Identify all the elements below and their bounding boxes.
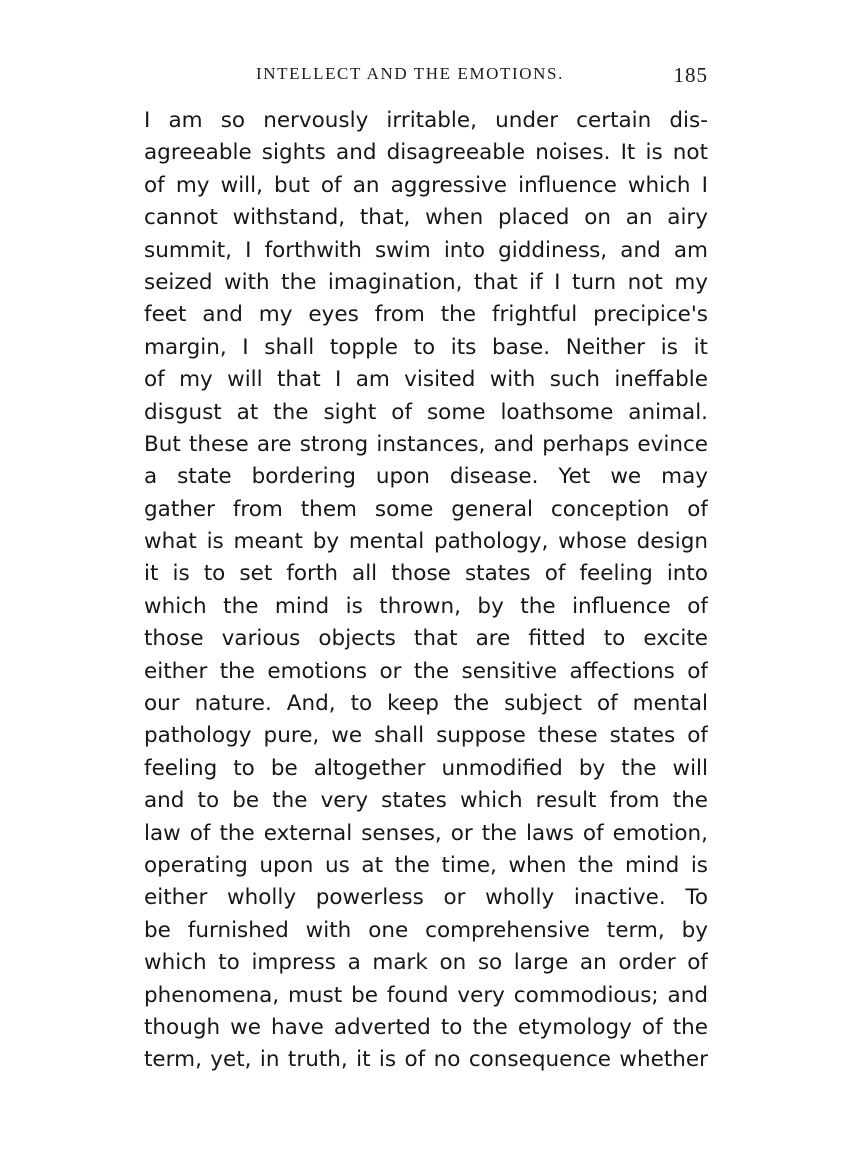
text-line: feet and my eyes from the frightful precipice's (144, 302, 708, 328)
text-line: pathology pure, we shall suppose these states of (144, 723, 708, 749)
text-line: those various objects that are fitted to excite (144, 626, 708, 652)
text-line: cannot withstand, that, when placed on an airy (144, 205, 708, 231)
text-line: either the emotions or the sensitive affections of (144, 658, 708, 684)
text-line: our nature. And, to keep the subject of mental (144, 691, 708, 717)
text-line: seized with the imagination, that if I turn not my (144, 269, 708, 295)
text-line: either wholly powerless or wholly inactive. To (144, 885, 708, 911)
text-line: phenomena, must be found very commodious; and (144, 982, 708, 1008)
text-line: be furnished with one comprehensive term, by (144, 917, 708, 943)
page-number: 185 (673, 63, 708, 87)
text-line: agreeable sights and disagreeable noises. It is not (144, 140, 708, 166)
text-line: term, yet, in truth, it is of no consequence whether (144, 1047, 708, 1073)
text-line: disgust at the sight of some loathsome animal. (144, 399, 708, 425)
text-line: margin, I shall topple to its base. Neither is it (144, 334, 708, 360)
text-line: which to impress a mark on so large an order of (144, 950, 708, 976)
running-title: INTELLECT AND THE EMOTIONS. (256, 64, 564, 83)
text-line: which the mind is thrown, by the influence of (144, 593, 708, 619)
text-line: what is meant by mental pathology, whose design (144, 529, 708, 555)
text-line: I am so nervously irritable, under certain dis- (144, 108, 708, 133)
text-line: law of the external senses, or the laws of emotion, (144, 820, 708, 846)
text-line: But these are strong instances, and perhaps evince (144, 431, 708, 457)
text-line: gather from them some general conception of (144, 496, 708, 522)
text-line: and to be the very states which result from the (144, 788, 708, 814)
text-line: it is to set forth all those states of feeling into (144, 561, 708, 587)
running-head (144, 58, 708, 92)
text-line: of my will that I am visited with such ineffable (144, 367, 708, 393)
text-line: though we have adverted to the etymology of the (144, 1014, 708, 1040)
text-line: of my will, but of an aggressive influence which I (144, 172, 708, 198)
text-line: summit, I forthwith swim into giddiness, and am (144, 237, 708, 263)
text-line: feeling to be altogether unmodified by the will (144, 755, 708, 781)
text-line: operating upon us at the time, when the mind is (144, 852, 708, 878)
text-line: a state bordering upon disease. Yet we may (144, 464, 708, 490)
body-text (144, 105, 708, 1077)
